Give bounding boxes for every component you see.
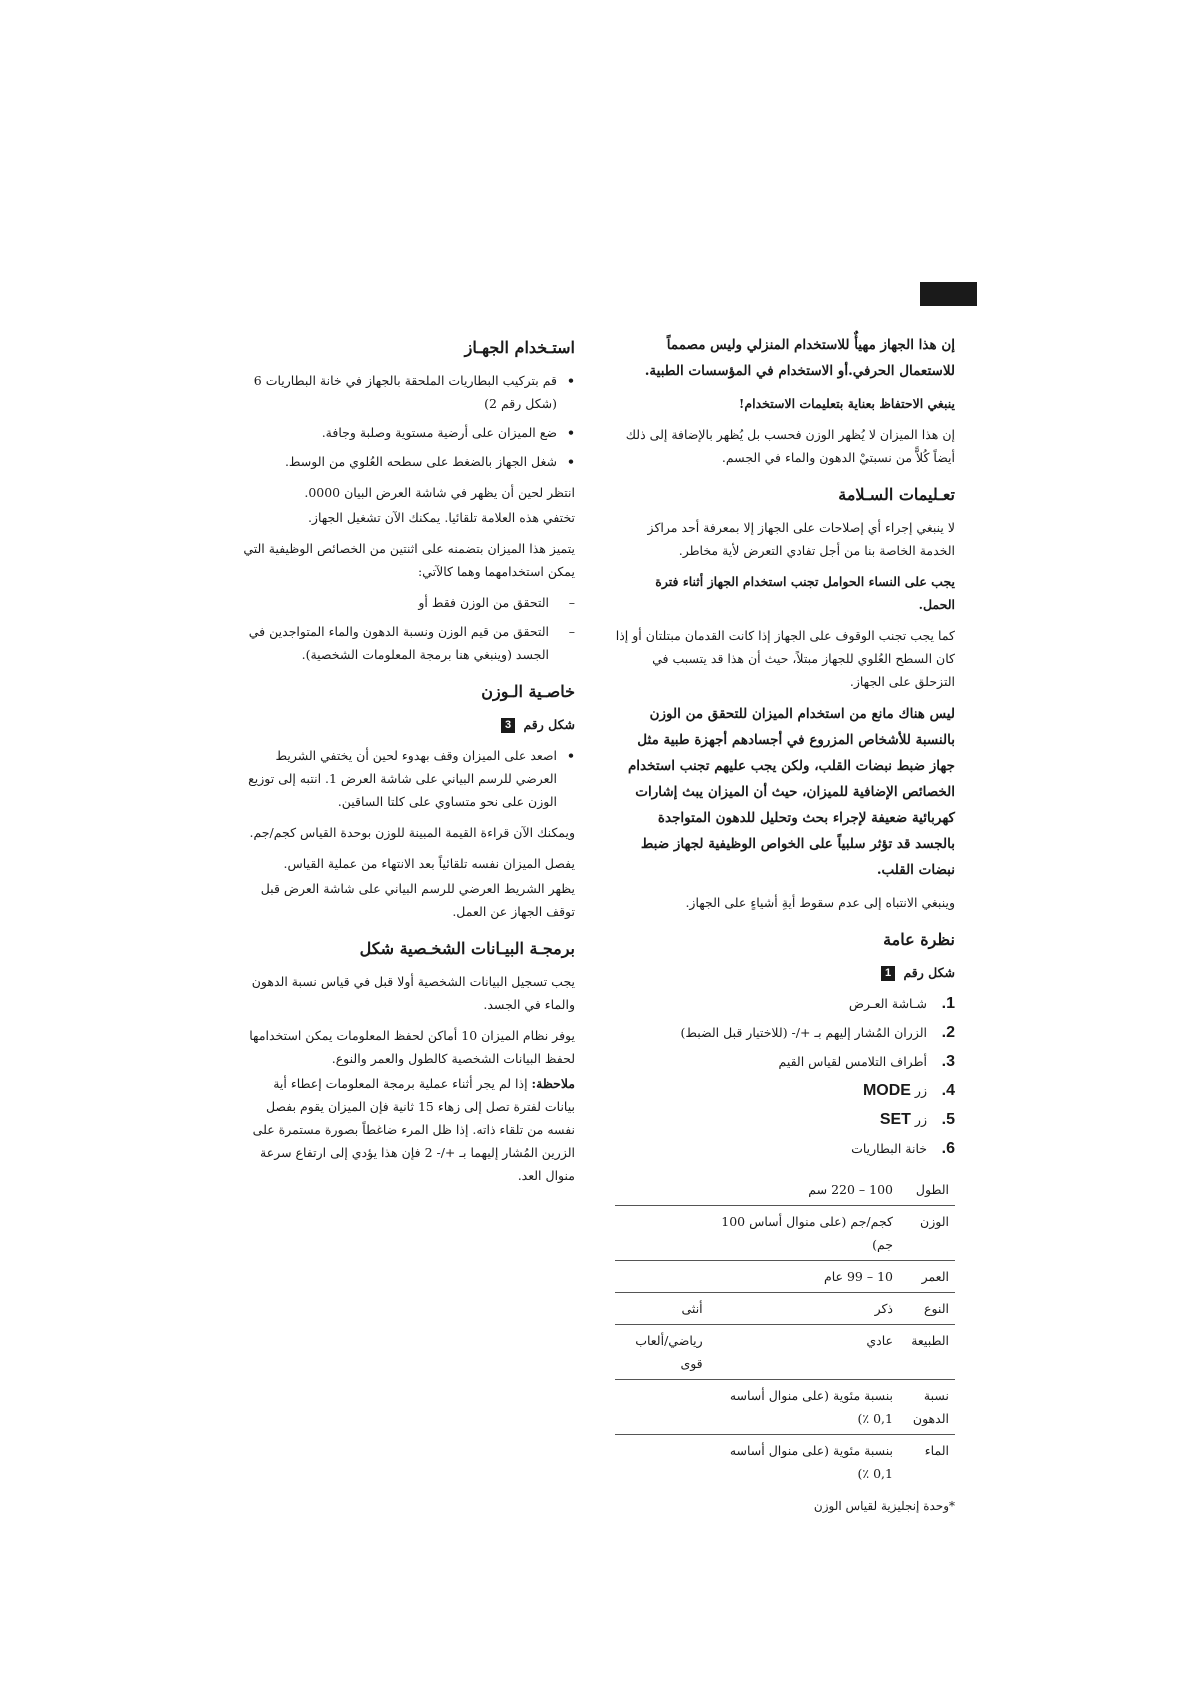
usage-auto-hide: تختفي هذه العلامة تلقائيا. يمكنك الآن تشغيل الجهاز. [307, 510, 575, 525]
table-row: الطبيعة عادي رياضي/ألعاب قوى [615, 1325, 955, 1380]
safety-pacemaker-warning: ليس هناك مانع من استخدام الميزان للتحقق من الوزن بالنسبة للأشخاص المزروع في أجسادهم أجهزة طبية مثل جهاز ضبط نبضات القلب، ولكن يجب عليهم تجنب استخدام الخصائص الإضافية للميزان، حيث أن الميزان يبث إشارات كهربائية ضعيفة لإجراء بحث وتحليل للدهون المتواجدة بالجسد قد تؤثر سلبياً على الخواص الوظيفية لجهاز ضبط نبضات القلب. [627, 706, 955, 878]
language-tab-marker [920, 282, 977, 306]
safety-heading: تعـليمات السـلامة [838, 485, 955, 504]
parts-list-item: 2.الزران المُشار إليهم بـ +/- (للاختيار قبل الضبط) [680, 1024, 955, 1041]
table-row: الطول 100 – 220 سم [615, 1174, 955, 1206]
note-label: ملاحظة: [531, 1076, 575, 1091]
intro-text: إن هذا الجهاز مهيأٌ للاستخدام المنزلي وليس مصمماً للاستعمال الحرفي.أو الاستخدام في المؤسسات الطبية. [644, 337, 955, 379]
overview-figure-label: شكل رقم 1 [615, 961, 955, 984]
list-item: • ضع الميزان على أرضية مستوية وصلبة وجافة. [240, 421, 557, 444]
list-item: – التحقق من الوزن فقط أو [240, 591, 549, 614]
right-column [615, 332, 955, 1518]
usage-two-functions: يتميز هذا الميزان بتضمنه على اثنتين من الخصائص الوظيفية التي يمكن استخدامهما وهما كالآتي: [243, 541, 575, 579]
safety-pregnancy: يجب على النساء الحوامل تجنب استخدام الجهاز أثناء فترة الحمل. [655, 574, 955, 612]
spec-table [615, 1174, 955, 1489]
footnote: *وحدة إنجليزية لقياس الوزن [813, 1499, 955, 1513]
list-item: • قم بتركيب البطاريات الملحقة بالجهاز في خانة البطاريات 6 (شكل رقم 2) [240, 369, 557, 415]
safety-falling-objects: وينبغي الانتباه إلى عدم سقوط أيةِ أشياءٍ على الجهاز. [685, 895, 955, 910]
keep-instructions-note: ينبغي الاحتفاظ بعناية بتعليمات الاستخدام! [738, 396, 955, 411]
weight-figure-label: شكل رقم 3 [240, 713, 575, 736]
weight-bullets [240, 744, 575, 813]
program-note [240, 1072, 575, 1187]
left-column [240, 336, 575, 1195]
weight-reading: ويمكنك الآن قراءة القيمة المبينة للوزن بوحدة القياس كجم/جم. [249, 825, 575, 840]
usage-function-list [240, 591, 575, 666]
list-item: – التحقق من قيم الوزن ونسبة الدهون والماء المتواجدين في الجسد (وينبغي هنا برمجة المعلومات الشخصية). [240, 620, 549, 666]
table-row: الماء بنسبة مئوية (على منوال أساسه 0,1 ٪) [729, 1443, 949, 1481]
overview-heading: نظرة عامة [883, 930, 955, 949]
usage-wait-display: انتظر لحين أن يظهر في شاشة العرض البيان 0000. [304, 485, 575, 500]
figure-number-badge: 1 [881, 966, 895, 981]
note-text: إذا لم يجر أثناء عملية برمجة المعلومات إعطاء أية بيانات لفترة تصل إلى زهاء 15 ثانية فإن الميزان يقوم بفصل نفسه من تلقاء ذاته. إذا ظل المرء ضاغطاً بصورة مستمرة على الزرين المُشار إليهما بـ +/- 2 فإن هذا يؤدي إلى ارتفاع سرعة منوال العد. [252, 1076, 575, 1183]
scale-description: إن هذا الميزان لا يُظهر الوزن فحسب بل يُظهر بالإضافة إلى ذلك أيضاً كُلاًّ من نسبتيْ الدهون والماء في الجسم. [625, 427, 955, 465]
list-item: • شغل الجهاز بالضغط على سطحه العُلوي من الوسط. [240, 450, 557, 473]
list-item: • اصعد على الميزان وقف بهدوء لحين أن يختفي الشريط العرضي للرسم البياني على شاشة العرض 1. انتبه إلى توزيع الوزن على نحو متساوي على كلتا الساقين. [240, 744, 557, 813]
figure-number-badge: 3 [501, 718, 515, 733]
weight-heading: خاصـية الـوزن [481, 682, 575, 701]
program-heading: برمجـة البيـانات الشخـصية شكل [359, 939, 575, 958]
parts-list [615, 992, 955, 1160]
parts-list-item: 6.خانة البطاريات [851, 1140, 955, 1157]
usage-bullets [240, 369, 575, 473]
parts-list-item: 4.زر MODE [862, 1082, 955, 1099]
program-memory-slots: يوفر نظام الميزان 10 أماكن لحفظ المعلومات يمكن استخدامها لحفظ البيانات الشخصية كالطول والعمر والنوع. [249, 1028, 575, 1066]
weight-bar-graph: يظهر الشريط العرضي للرسم البياني على شاشة العرض قبل توقف الجهاز عن العمل. [260, 881, 575, 919]
usage-heading: استـخدام الجهـاز [464, 338, 575, 357]
parts-list-item: 1.شـاشة العـرض [848, 995, 955, 1012]
parts-list-item: 3.أطراف التلامس لقياس القيم [778, 1053, 955, 1070]
table-row: النوع ذكر أنثى [615, 1293, 955, 1325]
safety-wet-surface: كما يجب تجنب الوقوف على الجهاز إذا كانت القدمان مبتلتان أو إذا كان السطح العُلوي للجهاز مبتلاً، حيث أن هذا قد يتسبب في التزحلق على الجهاز. [615, 628, 955, 689]
safety-repairs: لا ينبغي إجراء أي إصلاحات على الجهاز إلا بمعرفة أحد مراكز الخدمة الخاصة بنا من أجل تفادي التعرض لأية مخاطر. [647, 520, 955, 558]
program-first-step: يجب تسجيل البيانات الشخصية أولا قبل في قياس نسبة الدهون والماء في الجسد. [251, 974, 575, 1012]
parts-list-item: 5.زر SET [879, 1111, 955, 1128]
table-row: العمر 10 – 99 عام [615, 1261, 955, 1293]
table-row: نسبة الدهون بنسبة مئوية (على منوال أساسه 0,1 ٪) [615, 1380, 955, 1435]
weight-auto-off: يفصل الميزان نفسه تلقائياً بعد الانتهاء من عملية القياس. [283, 856, 575, 871]
table-row: الوزن كجم/جم (على منوال أساس 100 جم) [615, 1206, 955, 1261]
